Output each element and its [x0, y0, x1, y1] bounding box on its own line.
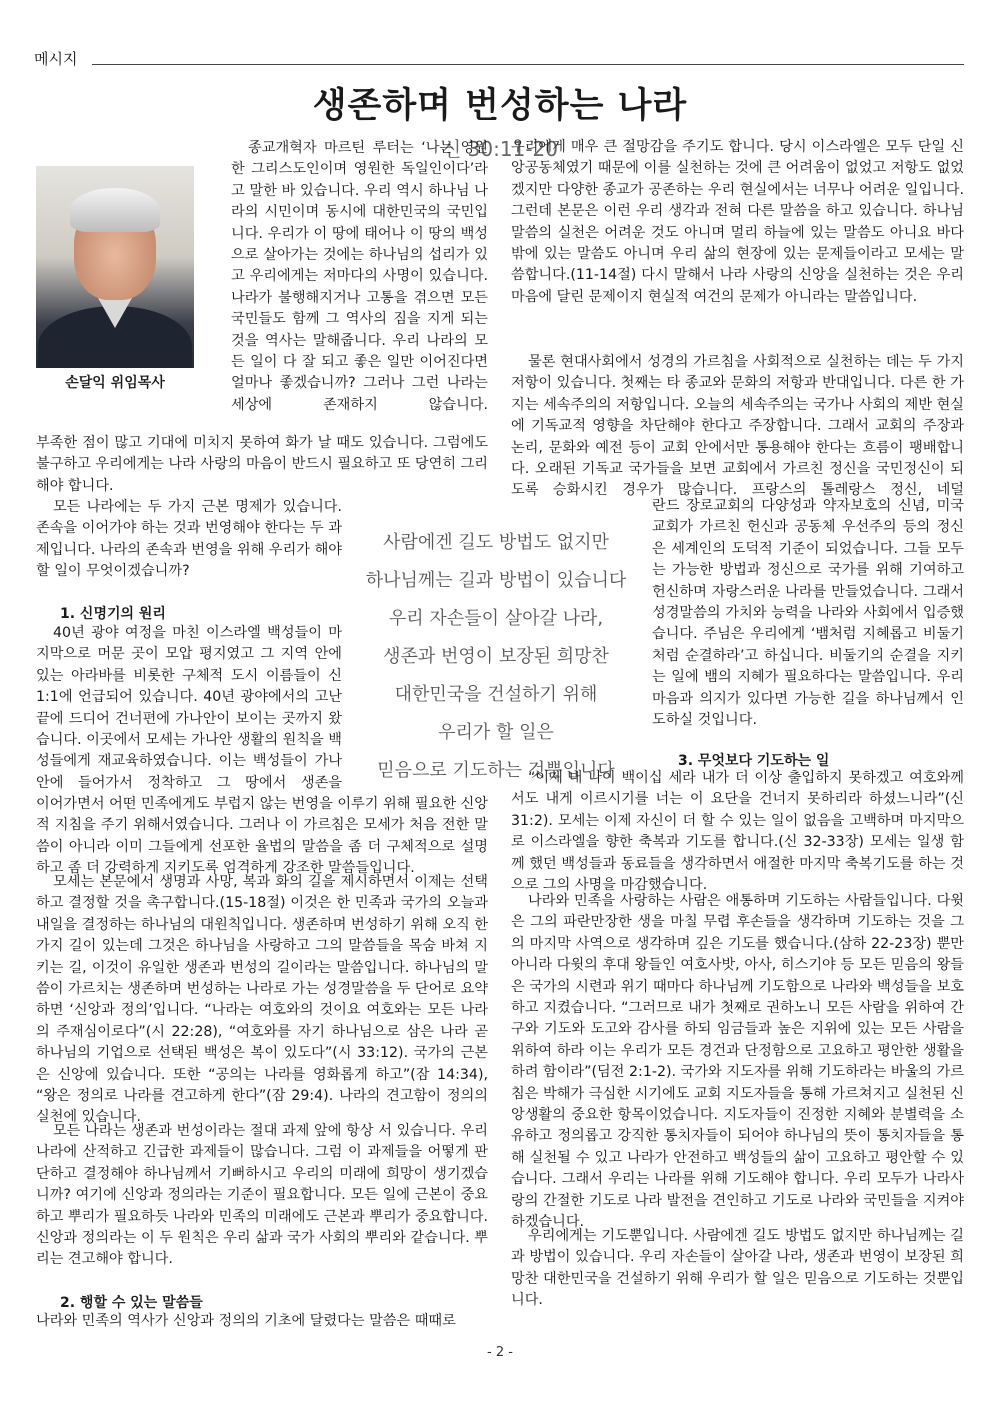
section-2-paragraph-1-cont: 우리에게 매우 큰 절망감을 주기도 합니다. 당시 이스라엘은 모두 단일 신앙공동체였기 때문에 이를 실천하는 것에 큰 어려움이 없었고 저항도 없었겠지만 다양한 종교가 공존하는 우리 현실에서는 너무나 어려운 일입니다. 그런데 본문은 이런 우리 생각과 전혀 다른 말씀을 하고 있습니다. 하나님 말씀의 실천은 어려운 것도 아니며 멀리 하늘에 있는 말씀도 아니요 바다 밖에 있는 말씀도 아니며 우리 삶의 현장에 있는 문제들이라고 모세는 말씀합니다.(11-14절) 다시 말해서 나라 사랑의 신앙을 실천하는 것은 우리 마음에 달린 문제이지 현실적 여건의 문제가 아니라는 말씀입니다.: [511, 139, 964, 305]
section-2-paragraph-2-cont: 란드 장로교회의 다양성과 약자보호의 신념, 미국 교회가 가르친 헌신과 공동체 우선주의 등의 정신은 세계인의 도덕적 기준이 되었습니다. 그들 모두는 가능한 방법과 정신으로 국가를 위해 기여하고 헌신하며 자랑스러운 나라를 만들었습니다. 그래서 성경말씀의 가치와 능력을 나라와 사회에서 입증했습니다. 주님은 우리에게 ‘뱀처럼 지혜롭고 비둘기처럼 순결하라’고 하십니다. 비둘기의 순결을 지키는 일에 뱀의 지혜가 필요하다는 말씀입니다. 우리 마음과 의지가 있다면 가능한 길을 하나님께서 인도하실 것입니다.: [652, 498, 964, 729]
section-3-paragraph-3: 우리에게는 기도뿐입니다. 사람에겐 길도 방법도 없지만 하나님께는 길과 방법이 있습니다. 우리 자손들이 살아갈 나라, 생존과 번영이 보장된 희망찬 대한민국을 건설하기 위해 우리가 할 일은 믿음으로 기도하는 것뿐입니다.: [511, 1228, 964, 1309]
pull-quote-line: 사람에겐 길도 방법도 없지만: [383, 532, 609, 553]
section-2-heading: 2. 행할 수 있는 말씀들: [60, 1295, 203, 1311]
pull-quote-line: 우리가 할 일은: [438, 722, 554, 743]
intro-paragraph-1: 종교개혁자 마르틴 루터는 ‘나는 영원한 그리스도인이며 영원한 독일인이다’라고 말한 바 있습니다. 우리 역시 하나님 나라의 시민이며 동시에 대한민국의 국민입니다. 우리가 이 땅에 태어나 이 땅의 백성으로 살아가는 것에는 하나님의 섭리가 있고 우리에게는 저마다의 사명이 있습니다. 나라가 불행해지거나 고통을 겪으면 모든 국민들도 함께 그 역사의 짐을 지게 되는 것을 역사는 말해줍니다. 우리 나라의 모든 일이 다 잘 되고 좋은 일만 이어진다면 얼마나 좋겠습니까? 그러나 그런 나라는 세상에 존재하지 않습니다.: [231, 140, 488, 413]
pull-quote-line: 대한민국을 건설하기 위해: [394, 684, 598, 705]
section-2-paragraph-2: 물론 현대사회에서 성경의 가르침을 사회적으로 실천하는 데는 두 가지 저항이 있습니다. 첫째는 타 종교와 문화의 저항과 반대입니다. 다른 한 가지는 세속주의의 저항입니다. 오늘의 세속주의는 국가나 사회의 제반 현실에 기독교적 영향을 차단해야 한다고 주장합니다. 그래서 교회의 주장과 논리, 문화와 예전 등이 교회 안에서만 통용해야 한다는 흐름이 팽배합니다. 오래된 기독교 국가들을 보면 교회에서 가르친 정신을 국민정신이 되도록 승화시킨 경우가 많습니다. 프랑스의 톨레랑스 정신, 네덜: [511, 354, 964, 499]
scripture-reference: 신 30:11-20: [442, 137, 558, 161]
intro-paragraph-2: 모든 나라에는 두 가지 근본 명제가 있습니다. 존속을 이어가야 하는 것과 번영해야 한다는 두 과제입니다. 나라의 존속과 번영을 위해 우리가 해야 할 일이 무엇이겠습니까?: [36, 499, 342, 580]
intro-paragraph-1-cont: 부족한 점이 많고 기대에 미치지 못하여 화가 날 때도 있습니다. 그럼에도 불구하고 우리에게는 나라 사랑의 마음이 반드시 필요하고 또 당연히 그리해야 합니다.: [36, 435, 488, 494]
section-3-paragraph-2: 나라와 민족을 사랑하는 사람은 애통하며 기도하는 사람들입니다. 다윗은 그의 파란만장한 생을 마칠 무렵 후손들을 생각하며 기도하는 것을 그의 마지막 사역으로 생각하며 깊은 기도를 했습니다.(삼하 22-23장) 뿐만 아니라 다윗의 후대 왕들인 여호사밧, 아사, 히스기야 등 모든 믿음의 왕들은 국가의 시련과 위기 때마다 하나님께 기도함으로 나라와 백성들을 보호하고 지켰습니다. “그러므로 내가 첫째로 권하노니 모든 사람을 위하여 간구와 기도와 도고와 감사를 하되 임금들과 높은 지위에 있는 모든 사람을 위하여 하라 이는 우리가 모든 경건과 단정함으로 고요하고 평안한 생활을 하려 함이라”(딤전 2:1-2). 국가와 지도자를 위해 기도하라는 바울의 가르침은 박해가 극심한 시기에도 교회 지도자들을 통해 가르쳐지고 실천된 신앙생활의 중요한 항목이었습니다. 지도자들이 진정한 지혜와 분별력을 소유하고 정의롭고 강직한 통치자들이 되어야 하나님의 뜻이 통치자들을 통해 실천될 수 있고 나라가 안전하고 백성들의 삶이 고요하고 평안할 수 있습니다. 그래서 우리는 나라를 위해 기도해야 합니다. 우리 모두가 나라사랑의 간절한 기도로 나라 발전을 견인하고 기도로 나라와 국민들을 지켜야 하겠습니다.: [511, 893, 964, 1231]
section-1-paragraph-1-cont: 이어가면서 어떤 민족에게도 부럽지 않는 번영을 이루기 위해 필요한 신앙적 지침을 주기 위해서였습니다. 그러나 이 가르침은 모세가 처음 전한 말씀이 아니라 이미 그들에게 선포한 율법의 말씀을 좀 더 구체적으로 설명하고 좀 더 강력하게 지키도록 엄격하게 강조한 말씀들입니다.: [36, 796, 488, 877]
page-number: - 2 -: [487, 1345, 513, 1360]
pull-quote-line: 우리 자손들이 살아갈 나라,: [388, 608, 604, 629]
article-title: 생존하며 번성하는 나라: [312, 86, 688, 126]
author-photo: [36, 166, 194, 368]
section-3-paragraph-1: “이제 내 나이 백이십 세라 내가 더 이상 출입하지 못하겠고 여호와께서도 내게 이르시기를 너는 이 요단을 건너지 못하리라 하셨느니라”(신 31:2). 모세는 이제 자신이 더 할 수 있는 일이 없음을 고백하며 마지막으로 이스라엘을 향한 축복과 기도를 합니다.(신 32-33장) 모세는 일생 함께 했던 백성들과 동료들을 생각하면서 애절한 마지막 축복기도를 하는 것으로 그의 사명을 마감했습니다.: [511, 770, 964, 894]
section-1-paragraph-3: 모든 나라는 생존과 번성이라는 절대 과제 앞에 항상 서 있습니다. 우리나라에 산적하고 긴급한 과제들이 많습니다. 그럼 이 과제들을 어떻게 판단하고 결정해야 하나님께서 기뻐하시고 우리의 미래에 희망이 생기겠습니까? 여기에 신앙과 정의라는 기준이 필요합니다. 모든 일에 근본이 중요하고 뿌리가 필요하듯 나라와 민족의 미래에도 근본과 뿌리가 중요합니다. 신앙과 정의라는 이 두 원칙은 우리 삶과 국가 사회의 뿌리와 같습니다. 뿌리는 견고해야 합니다.: [36, 1123, 488, 1268]
pull-quote-line: 하나님께는 길과 방법이 있습니다: [365, 570, 627, 591]
section-2-paragraph-1: 나라와 민족의 역사가 신앙과 정의의 기초에 달렸다는 말씀은 때때로: [36, 1313, 456, 1329]
header-rule: [92, 64, 964, 65]
pull-quote-line: 생존과 번영이 보장된 희망찬: [383, 646, 609, 667]
section-1-heading: 1. 신명기의 원리: [60, 606, 166, 622]
pull-quote: [356, 524, 636, 790]
section-label: 메시지: [34, 50, 78, 68]
author-caption: 손달익 위임목사: [65, 375, 165, 391]
section-3-heading: 3. 무엇보다 기도하는 일: [678, 753, 830, 769]
section-1-paragraph-1: 40년 광야 여정을 마친 이스라엘 백성들이 마지막으로 머문 곳이 모압 평지였고 그 지역 안에 있는 아라바를 비롯한 구체적 도시 이름들이 신 1:1에 언급되어 있습니다. 40년 광야에서의 고난 끝에 드디어 건너편에 가나안이 보이는 곳까지 왔습니다. 이곳에서 모세는 가나안 생활의 원칙을 백성들에게 재교육하였습니다. 이는 백성들이 가나안에 들어가서 정착하고 그 땅에서 생존을: [36, 625, 342, 791]
pull-quote-line: 믿음으로 기도하는 것뿐입니다: [377, 760, 615, 781]
section-1-paragraph-2: 모세는 본문에서 생명과 사망, 복과 화의 길을 제시하면서 이제는 선택하고 결정할 것을 촉구합니다.(15-18절) 이것은 한 민족과 국가의 오늘과 내일을 결정하는 하나님의 대원칙입니다. 생존하며 번성하기 위해 오직 한 가지 길이 있는데 그것은 하나님을 사랑하고 그의 말씀들을 목숨 바쳐 지키는 길, 이것이 유일한 생존과 번성의 길이라는 말씀입니다. 하나님의 말씀이 가르치는 생존하며 번성하는 나라로 가는 성경말씀을 두 단어로 요약하면 ‘신앙과 정의’입니다. “나라는 여호와의 것이요 여호와는 모든 나라의 주재심이로다”(시 22:28), “여호와를 자기 하나님으로 삼은 나라 곧 하나님의 기업으로 선택된 백성은 복이 있도다”(시 33:12). 국가의 근본은 신앙에 있습니다. 또한 “공의는 나라를 영화롭게 하고”(잠 14:34), “왕은 정의로 나라를 견고하게 한다”(잠 29:4). 나라의 견고함이 정의의 실천에 있습니다.: [36, 874, 488, 1126]
